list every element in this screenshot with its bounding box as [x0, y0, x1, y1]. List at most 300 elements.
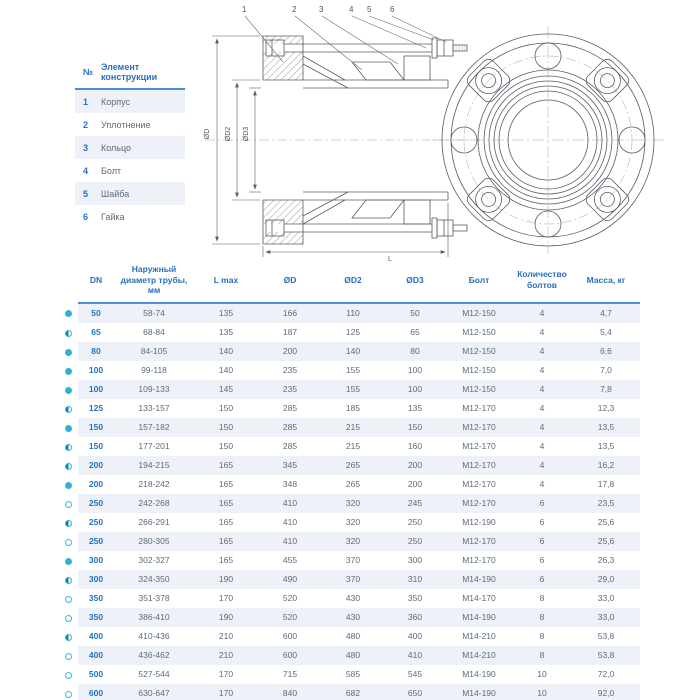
col-header-od3: ØD3 — [384, 262, 446, 303]
cell-od2: 155 — [322, 380, 384, 399]
cell-pipe-diameter: 351-378 — [138, 593, 170, 604]
legend-header-number: № — [83, 67, 94, 77]
cell-lmax: 210 — [194, 646, 258, 665]
cell-lmax: 210 — [218, 631, 234, 642]
cell-od: 410 — [258, 494, 322, 513]
marker-cell — [58, 589, 78, 608]
marker-cell — [58, 323, 78, 342]
cell-dn: 200 — [78, 456, 114, 475]
marker-cell — [58, 551, 78, 570]
half-circle-icon — [65, 463, 72, 470]
cell-mass: 7,8 — [572, 380, 640, 399]
cell-lmax: 170 — [218, 669, 234, 680]
cell-pipe-diameter: 386-410 — [114, 608, 194, 627]
cell-od: 200 — [258, 342, 322, 361]
cell-od: 600 — [258, 646, 322, 665]
table-row — [58, 342, 640, 361]
cell-od: 345 — [258, 456, 322, 475]
cell-mass: 53,8 — [572, 646, 640, 665]
cell-lmax: 135 — [194, 303, 258, 323]
cell-dn: 500 — [88, 669, 104, 680]
legend-row — [75, 159, 185, 182]
cell-od3: 200 — [384, 456, 446, 475]
cell-dn: 250 — [88, 517, 104, 528]
filled-circle-icon — [65, 425, 72, 432]
cell-pipe-diameter: 218-242 — [138, 479, 170, 490]
marker-cell — [58, 627, 78, 646]
cell-dn: 400 — [78, 646, 114, 665]
cell-od2: 140 — [322, 342, 384, 361]
cell-pipe-diameter: 410-436 — [138, 631, 170, 642]
col-header-od: ØD — [258, 262, 322, 303]
cell-pipe-diameter: 84-105 — [114, 342, 194, 361]
cell-bolt-qty: 6 — [512, 494, 572, 513]
cell-lmax: 190 — [194, 570, 258, 589]
cell-dn: 350 — [78, 608, 114, 627]
cell-lmax: 150 — [194, 418, 258, 437]
cell-dn: 600 — [78, 684, 114, 700]
cell-lmax: 150 — [218, 441, 234, 452]
cell-bolt-qty: 4 — [512, 380, 572, 399]
table-row — [58, 608, 640, 627]
cell-od3: 545 — [407, 669, 423, 680]
cell-lmax: 165 — [194, 456, 258, 475]
cell-bolt-qty: 4 — [539, 327, 545, 338]
cell-bolt: M12-170 — [446, 494, 512, 513]
col-header-bolt-qty: Количество болтов — [512, 262, 572, 303]
marker-cell — [58, 513, 78, 532]
cell-bolt: M14-190 — [446, 608, 512, 627]
cell-pipe-diameter: 324-350 — [114, 570, 194, 589]
cell-od: 235 — [282, 365, 298, 376]
cell-pipe-diameter: 242-268 — [114, 494, 194, 513]
cell-lmax: 145 — [194, 380, 258, 399]
cell-od2: 265 — [322, 456, 384, 475]
cell-od3: 410 — [384, 646, 446, 665]
legend-item-name: Корпус — [101, 96, 131, 107]
table-row — [58, 494, 640, 513]
cell-od2: 125 — [345, 327, 361, 338]
spec-table-header-row — [58, 262, 640, 303]
marker-cell — [58, 532, 78, 551]
cell-od3: 100 — [407, 365, 423, 376]
cell-dn: 125 — [88, 403, 104, 414]
cell-bolt-qty: 6 — [512, 532, 572, 551]
marker-cell — [58, 608, 78, 627]
legend-header-name: Элемент конструкции — [101, 62, 158, 82]
cell-bolt-qty: 4 — [539, 479, 545, 490]
cell-pipe-diameter: 133-157 — [138, 403, 170, 414]
cell-od3: 250 — [384, 532, 446, 551]
cell-mass: 72,0 — [597, 669, 615, 680]
cell-lmax: 150 — [218, 403, 234, 414]
cell-bolt: M14-210 — [462, 631, 496, 642]
cell-mass: 7,0 — [600, 365, 612, 376]
cell-od2: 480 — [322, 646, 384, 665]
callout-2: 2 — [292, 5, 297, 14]
cell-od2: 110 — [322, 303, 384, 323]
cell-mass: 25,6 — [572, 532, 640, 551]
callout-3: 3 — [319, 5, 324, 14]
legend-item-number: 3 — [83, 142, 89, 153]
cell-bolt-qty: 4 — [539, 365, 545, 376]
spec-table-body — [58, 303, 640, 700]
cell-od2: 155 — [345, 365, 361, 376]
cell-od: 520 — [258, 608, 322, 627]
table-row — [58, 380, 640, 399]
dim-label-od3: ØD3 — [243, 126, 250, 142]
col-header-od2: ØD2 — [322, 262, 384, 303]
cell-lmax: 165 — [218, 517, 234, 528]
col-header-dn: DN — [78, 262, 114, 303]
cell-dn: 400 — [88, 631, 104, 642]
table-row — [58, 475, 640, 494]
legend-item-number: 4 — [83, 165, 89, 176]
legend-row — [75, 136, 185, 159]
cell-lmax: 140 — [218, 365, 234, 376]
cell-od: 348 — [282, 479, 298, 490]
half-circle-icon — [65, 634, 72, 641]
cell-od: 715 — [282, 669, 298, 680]
cell-bolt-qty: 4 — [512, 456, 572, 475]
cell-od: 410 — [258, 532, 322, 551]
section-view — [204, 5, 480, 262]
cell-od2: 480 — [345, 631, 361, 642]
legend-header — [75, 60, 185, 90]
cell-bolt: M12-170 — [446, 418, 512, 437]
cell-pipe-diameter: 109-133 — [114, 380, 194, 399]
table-row — [58, 361, 640, 380]
cell-od3: 310 — [384, 570, 446, 589]
cell-bolt: M12-150 — [462, 327, 496, 338]
legend-item-name: Кольцо — [101, 142, 132, 153]
cell-pipe-diameter: 99-118 — [141, 365, 167, 376]
cell-bolt: M14-170 — [462, 593, 496, 604]
cell-bolt: M12-150 — [446, 303, 512, 323]
cell-od2: 215 — [345, 441, 361, 452]
cell-bolt: M12-170 — [446, 532, 512, 551]
cell-mass: 12,3 — [597, 403, 615, 414]
cell-bolt: M14-190 — [462, 669, 496, 680]
cell-od2: 320 — [345, 517, 361, 528]
legend-row — [75, 113, 185, 136]
legend-item-number: 5 — [83, 188, 89, 199]
cell-od2: 430 — [345, 593, 361, 604]
cell-od: 490 — [258, 570, 322, 589]
dim-label-od2: ØD2 — [225, 126, 232, 142]
table-row — [58, 437, 640, 456]
cell-od3: 160 — [407, 441, 423, 452]
cell-od: 235 — [258, 380, 322, 399]
marker-cell — [58, 494, 78, 513]
marker-cell — [58, 399, 78, 418]
table-row — [58, 303, 640, 323]
cell-dn: 200 — [88, 479, 104, 490]
table-row — [58, 684, 640, 700]
callout-6: 6 — [390, 5, 395, 14]
cell-od: 520 — [282, 593, 298, 604]
cell-od2: 215 — [322, 418, 384, 437]
cell-od3: 400 — [407, 631, 423, 642]
cell-pipe-diameter: 280-305 — [114, 532, 194, 551]
parts-legend — [75, 60, 185, 228]
cell-bolt: M12-190 — [462, 517, 496, 528]
cell-od2: 265 — [345, 479, 361, 490]
table-row — [58, 323, 640, 342]
cell-od3: 250 — [407, 517, 423, 528]
table-row — [58, 589, 640, 608]
cell-dn: 100 — [78, 380, 114, 399]
open-circle-icon — [65, 691, 72, 698]
cell-bolt-qty: 4 — [539, 441, 545, 452]
cell-dn: 350 — [88, 593, 104, 604]
cell-od3: 80 — [384, 342, 446, 361]
legend-row — [75, 205, 185, 228]
open-circle-icon — [65, 596, 72, 603]
cell-mass: 13,5 — [572, 418, 640, 437]
cell-pipe-diameter: 527-544 — [138, 669, 170, 680]
cell-lmax: 140 — [194, 342, 258, 361]
cell-dn: 250 — [78, 494, 114, 513]
cell-od: 455 — [282, 555, 298, 566]
cell-bolt-qty: 8 — [512, 608, 572, 627]
cell-od: 285 — [282, 441, 298, 452]
marker-cell — [58, 570, 78, 589]
filled-circle-icon — [65, 387, 72, 394]
marker-cell — [58, 646, 78, 665]
table-row — [58, 665, 640, 684]
cell-od: 840 — [258, 684, 322, 700]
cell-bolt-qty: 4 — [512, 303, 572, 323]
marker-cell — [58, 475, 78, 494]
cell-od2: 320 — [322, 494, 384, 513]
cell-bolt-qty: 6 — [512, 570, 572, 589]
cell-pipe-diameter: 68-84 — [143, 327, 165, 338]
cell-pipe-diameter: 266-291 — [138, 517, 170, 528]
cell-bolt: M14-190 — [446, 684, 512, 700]
cell-od3: 65 — [410, 327, 420, 338]
spec-table — [58, 262, 640, 700]
dim-label-l: L — [388, 256, 392, 262]
marker-cell — [58, 418, 78, 437]
cell-lmax: 165 — [218, 479, 234, 490]
cell-od3: 300 — [407, 555, 423, 566]
cell-mass: 33,0 — [572, 608, 640, 627]
legend-item-number: 1 — [83, 96, 89, 107]
cell-od: 600 — [282, 631, 298, 642]
cell-bolt: M12-170 — [462, 479, 496, 490]
cell-od2: 370 — [345, 555, 361, 566]
cell-mass: 13,5 — [597, 441, 615, 452]
marker-cell — [58, 684, 78, 700]
cell-dn: 250 — [78, 532, 114, 551]
cell-od2: 185 — [345, 403, 361, 414]
table-row — [58, 418, 640, 437]
marker-column-header — [58, 262, 78, 303]
cell-mass: 23,5 — [572, 494, 640, 513]
cell-bolt: M12-170 — [446, 456, 512, 475]
cell-od: 166 — [258, 303, 322, 323]
cell-bolt: M14-190 — [446, 570, 512, 589]
cell-mass: 4,7 — [572, 303, 640, 323]
callout-4: 4 — [349, 5, 354, 14]
cell-pipe-diameter: 157-182 — [114, 418, 194, 437]
cell-od3: 350 — [407, 593, 423, 604]
cell-bolt-qty: 6 — [539, 517, 545, 528]
cell-bolt: M12-170 — [462, 555, 496, 566]
col-header-pipe-diameter: Наружный диаметр трубы, мм — [114, 262, 194, 303]
cell-bolt: M12-150 — [462, 365, 496, 376]
cell-pipe-diameter: 177-201 — [138, 441, 170, 452]
legend-item-number: 2 — [83, 119, 89, 130]
cell-dn: 300 — [88, 555, 104, 566]
filled-circle-icon — [65, 368, 72, 375]
cell-mass: 33,0 — [597, 593, 615, 604]
legend-item-name: Гайка — [101, 211, 125, 222]
cell-od3: 50 — [384, 303, 446, 323]
callout-5: 5 — [367, 5, 372, 14]
cell-lmax: 165 — [194, 532, 258, 551]
legend-row — [75, 182, 185, 205]
cell-od2: 320 — [322, 532, 384, 551]
cell-bolt: M14-210 — [446, 646, 512, 665]
cell-od2: 370 — [322, 570, 384, 589]
marker-cell — [58, 456, 78, 475]
cell-lmax: 170 — [218, 593, 234, 604]
cell-bolt-qty: 6 — [539, 555, 545, 566]
cell-bolt-qty: 8 — [512, 646, 572, 665]
cell-bolt-qty: 4 — [512, 342, 572, 361]
cell-pipe-diameter: 630-647 — [114, 684, 194, 700]
table-row — [58, 627, 640, 646]
legend-item-name: Уплотнение — [101, 119, 151, 130]
legend-body — [75, 90, 185, 228]
cell-dn: 150 — [78, 418, 114, 437]
table-row — [58, 513, 640, 532]
cell-bolt-qty: 8 — [539, 593, 545, 604]
cell-od2: 585 — [345, 669, 361, 680]
filled-circle-icon — [65, 558, 72, 565]
half-circle-icon — [65, 444, 72, 451]
dim-label-od: ØD — [204, 128, 211, 140]
open-circle-icon — [65, 653, 72, 660]
cell-od2: 430 — [322, 608, 384, 627]
cell-od: 285 — [258, 418, 322, 437]
front-view — [432, 26, 666, 254]
cell-od2: 682 — [322, 684, 384, 700]
marker-cell — [58, 380, 78, 399]
cell-pipe-diameter: 194-215 — [114, 456, 194, 475]
cell-dn: 65 — [91, 327, 101, 338]
cell-bolt: M12-170 — [462, 441, 496, 452]
cell-dn: 80 — [78, 342, 114, 361]
cell-dn: 300 — [78, 570, 114, 589]
cell-mass: 53,8 — [597, 631, 615, 642]
col-header-lmax: L max — [194, 262, 258, 303]
cell-mass: 16,2 — [572, 456, 640, 475]
cell-od3: 200 — [407, 479, 423, 490]
table-row — [58, 570, 640, 589]
table-row — [58, 646, 640, 665]
legend-item-name: Болт — [101, 165, 122, 176]
cell-dn: 150 — [88, 441, 104, 452]
table-row — [58, 532, 640, 551]
marker-cell — [58, 361, 78, 380]
cell-bolt-qty: 8 — [539, 631, 545, 642]
open-circle-icon — [65, 672, 72, 679]
legend-row — [75, 90, 185, 113]
cell-bolt-qty: 10 — [537, 669, 547, 680]
open-circle-icon — [65, 615, 72, 622]
cell-od3: 360 — [384, 608, 446, 627]
callout-1: 1 — [242, 5, 247, 14]
cell-od3: 100 — [384, 380, 446, 399]
cell-pipe-diameter: 302-327 — [138, 555, 170, 566]
cell-bolt-qty: 4 — [512, 418, 572, 437]
cell-lmax: 170 — [194, 684, 258, 700]
cell-mass: 26,3 — [597, 555, 615, 566]
table-row — [58, 456, 640, 475]
half-circle-icon — [65, 406, 72, 413]
cell-mass: 29,0 — [572, 570, 640, 589]
cell-od3: 245 — [384, 494, 446, 513]
legend-item-name: Шайба — [101, 188, 130, 199]
cell-pipe-diameter: 436-462 — [114, 646, 194, 665]
open-circle-icon — [65, 501, 72, 508]
cell-od3: 150 — [384, 418, 446, 437]
cell-bolt: M12-150 — [446, 380, 512, 399]
cell-od: 187 — [282, 327, 298, 338]
cell-mass: 6,6 — [572, 342, 640, 361]
cell-mass: 92,0 — [572, 684, 640, 700]
cell-lmax: 165 — [194, 494, 258, 513]
marker-cell — [58, 665, 78, 684]
cell-lmax: 190 — [194, 608, 258, 627]
cell-mass: 5,4 — [600, 327, 612, 338]
filled-circle-icon — [65, 482, 72, 489]
cell-bolt-qty: 10 — [512, 684, 572, 700]
cell-mass: 25,6 — [597, 517, 615, 528]
half-circle-icon — [65, 520, 72, 527]
cell-lmax: 165 — [218, 555, 234, 566]
cell-mass: 17,8 — [597, 479, 615, 490]
cell-pipe-diameter: 58-74 — [114, 303, 194, 323]
cell-bolt-qty: 4 — [539, 403, 545, 414]
cell-od: 410 — [282, 517, 298, 528]
cell-dn: 50 — [78, 303, 114, 323]
marker-cell — [58, 303, 78, 323]
table-row — [58, 399, 640, 418]
legend-item-number: 6 — [83, 211, 89, 222]
cell-od: 285 — [282, 403, 298, 414]
col-header-mass: Масса, кг — [572, 262, 640, 303]
half-circle-icon — [65, 577, 72, 584]
cell-bolt: M12-150 — [446, 342, 512, 361]
col-header-bolt: Болт — [446, 262, 512, 303]
filled-circle-icon — [65, 310, 72, 317]
open-circle-icon — [65, 539, 72, 546]
cell-lmax: 135 — [218, 327, 234, 338]
table-row — [58, 551, 640, 570]
cell-bolt: M12-170 — [462, 403, 496, 414]
marker-cell — [58, 342, 78, 361]
half-circle-icon — [65, 330, 72, 337]
marker-cell — [58, 437, 78, 456]
cell-dn: 100 — [88, 365, 104, 376]
filled-circle-icon — [65, 349, 72, 356]
cell-od3: 135 — [407, 403, 423, 414]
cell-od3: 650 — [384, 684, 446, 700]
